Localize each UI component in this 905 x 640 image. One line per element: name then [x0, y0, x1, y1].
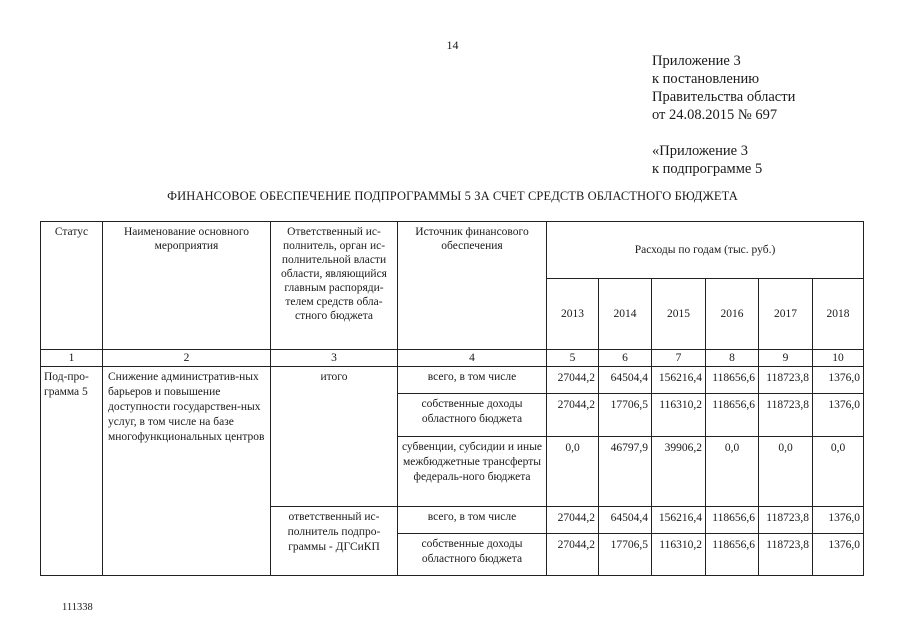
- column-number: 4: [398, 350, 547, 367]
- header-source: Источник финансового обеспечения: [398, 222, 547, 350]
- value-cell: 17706,5: [599, 534, 652, 576]
- value-cell: 118723,8: [759, 507, 813, 534]
- column-number: 10: [813, 350, 864, 367]
- header-year: 2013: [547, 278, 599, 349]
- appendix-line: «Приложение 3: [652, 143, 748, 159]
- appendix-line: к подпрограмме 5: [652, 161, 763, 177]
- header-year: 2016: [706, 278, 759, 349]
- appendix-line: Правительства области: [652, 89, 796, 105]
- value-cell: 118656,6: [706, 394, 759, 437]
- value-cell: 118656,6: [706, 507, 759, 534]
- footer-code: 111338: [62, 602, 93, 613]
- header-year: 2014: [599, 278, 652, 349]
- value-cell: 27044,2: [547, 394, 599, 437]
- header-year: 2017: [759, 278, 813, 349]
- value-cell: 116310,2: [652, 534, 706, 576]
- value-cell: 0,0: [813, 437, 864, 507]
- appendix-header: [652, 52, 795, 178]
- value-cell: 0,0: [706, 437, 759, 507]
- value-cell: 156216,4: [652, 367, 706, 394]
- table-row: [41, 367, 864, 394]
- value-cell: 118723,8: [759, 367, 813, 394]
- value-cell: 118723,8: [759, 394, 813, 437]
- appendix-line: Приложение 3: [652, 53, 741, 69]
- header-year: 2018: [813, 278, 864, 349]
- executor-total-cell: итого: [271, 367, 398, 507]
- executor-dgsikp-cell: ответственный ис-полнитель подпро-граммы - ДГСиКП: [271, 507, 398, 576]
- column-numbers-row: [41, 350, 864, 367]
- value-cell: 39906,2: [652, 437, 706, 507]
- value-cell: 27044,2: [547, 367, 599, 394]
- value-cell: 27044,2: [547, 507, 599, 534]
- column-number: 8: [706, 350, 759, 367]
- value-cell: 1376,0: [813, 507, 864, 534]
- value-cell: 17706,5: [599, 394, 652, 437]
- source-cell: собственные доходы областного бюджета: [398, 534, 547, 576]
- column-number: 5: [547, 350, 599, 367]
- header-executor: Ответственный ис-полнитель, орган ис-полнительной власти области, являющийся главным распоряди-телем средств обла-стного бюджета: [271, 222, 398, 350]
- source-cell: субвенции, субсидии и иные межбюджетные трансферты федераль-ного бюджета: [398, 437, 547, 507]
- measure-cell: Снижение административ-ных барьеров и повышение доступности государствен-ных услуг, в том числе на базе многофункциональных центров: [103, 367, 271, 576]
- appendix-line: от 24.08.2015 № 697: [652, 107, 778, 123]
- document-title: ФИНАНСОВОЕ ОБЕСПЕЧЕНИЕ ПОДПРОГРАММЫ 5 ЗА СЧЕТ СРЕДСТВ ОБЛАСТНОГО БЮДЖЕТА: [167, 189, 738, 203]
- source-cell: всего, в том числе: [398, 367, 547, 394]
- source-cell: собственные доходы областного бюджета: [398, 394, 547, 437]
- column-number: 7: [652, 350, 706, 367]
- header-status: Статус: [41, 222, 103, 350]
- source-cell: всего, в том числе: [398, 507, 547, 534]
- page-number: 14: [446, 38, 459, 52]
- header-year: 2015: [652, 278, 706, 349]
- value-cell: 1376,0: [813, 367, 864, 394]
- status-cell: Под-про-грамма 5: [41, 367, 103, 576]
- value-cell: 118656,6: [706, 534, 759, 576]
- value-cell: 156216,4: [652, 507, 706, 534]
- value-cell: 1376,0: [813, 394, 864, 437]
- column-number: 3: [271, 350, 398, 367]
- value-cell: 0,0: [547, 437, 599, 507]
- header-expenses: Расходы по годам (тыс. руб.): [547, 222, 864, 279]
- header-name: Наименование основного мероприятия: [103, 222, 271, 350]
- column-number: 9: [759, 350, 813, 367]
- column-number: 6: [599, 350, 652, 367]
- value-cell: 46797,9: [599, 437, 652, 507]
- financing-table: [40, 221, 864, 576]
- value-cell: 118723,8: [759, 534, 813, 576]
- value-cell: 64504,4: [599, 367, 652, 394]
- value-cell: 116310,2: [652, 394, 706, 437]
- column-number: 1: [41, 350, 103, 367]
- value-cell: 1376,0: [813, 534, 864, 576]
- appendix-line: к постановлению: [652, 71, 760, 87]
- value-cell: 118656,6: [706, 367, 759, 394]
- value-cell: 27044,2: [547, 534, 599, 576]
- column-number: 2: [103, 350, 271, 367]
- value-cell: 64504,4: [599, 507, 652, 534]
- value-cell: 0,0: [759, 437, 813, 507]
